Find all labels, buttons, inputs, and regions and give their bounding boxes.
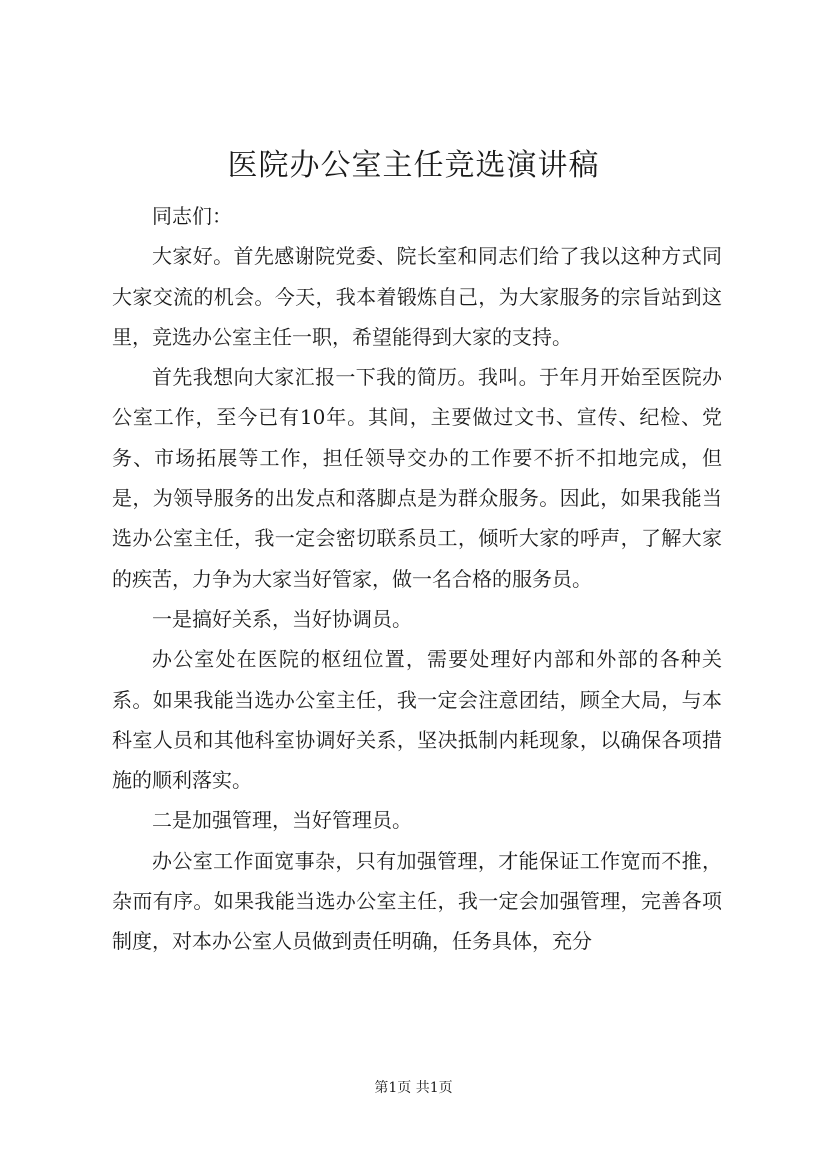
point-one-heading: 一是搞好关系，当好协调员。: [152, 606, 412, 631]
resume-paragraph: 首先我想向大家汇报一下我的简历。我叫。于年月开始至医院办公室工作，至今已有10年。其间，主要做过文书、宣传、纪检、党务、市场拓展等工作，担任领导交办的工作要不折不扣地完成，但是，为领导服务的出发点和落脚点是为群众服务。因此，如果我能当选办公室主任，我一定会密切联系员工，倾听大家的呼声，了解大家的疾苦，力争为大家当好管家，做一名合格的服务员。: [112, 365, 722, 591]
salutation-paragraph: 同志们：: [152, 204, 232, 228]
document-title: 医院办公室主任竞选演讲稿: [227, 148, 600, 183]
point-two-heading: 二是加强管理，当好管理员。: [152, 808, 412, 833]
point-one-paragraph: 办公室处在医院的枢纽位置，需要处理好内部和外部的各种关系。如果我能当选办公室主任，我一定会注意团结，顾全大局，与本科室人员和其他科室协调好关系，坚决抵制内耗现象，以确保各项措施的顺利落实。: [112, 647, 722, 793]
greeting-paragraph: 大家好。首先感谢院党委、院长室和同志们给了我以这种方式同大家交流的机会。今天，我本着锻炼自己，为大家服务的宗旨站到这里，竞选办公室主任一职，希望能得到大家的支持。: [112, 244, 722, 349]
point-two-paragraph: 办公室工作面宽事杂，只有加强管理，才能保证工作宽而不推，杂而有序。如果我能当选办公室主任，我一定会加强管理，完善各项制度，对本办公室人员做到责任明确，任务具体，充分: [112, 848, 722, 954]
page-footer: 第1页 共1页: [374, 1080, 453, 1096]
document-body: [112, 196, 722, 962]
